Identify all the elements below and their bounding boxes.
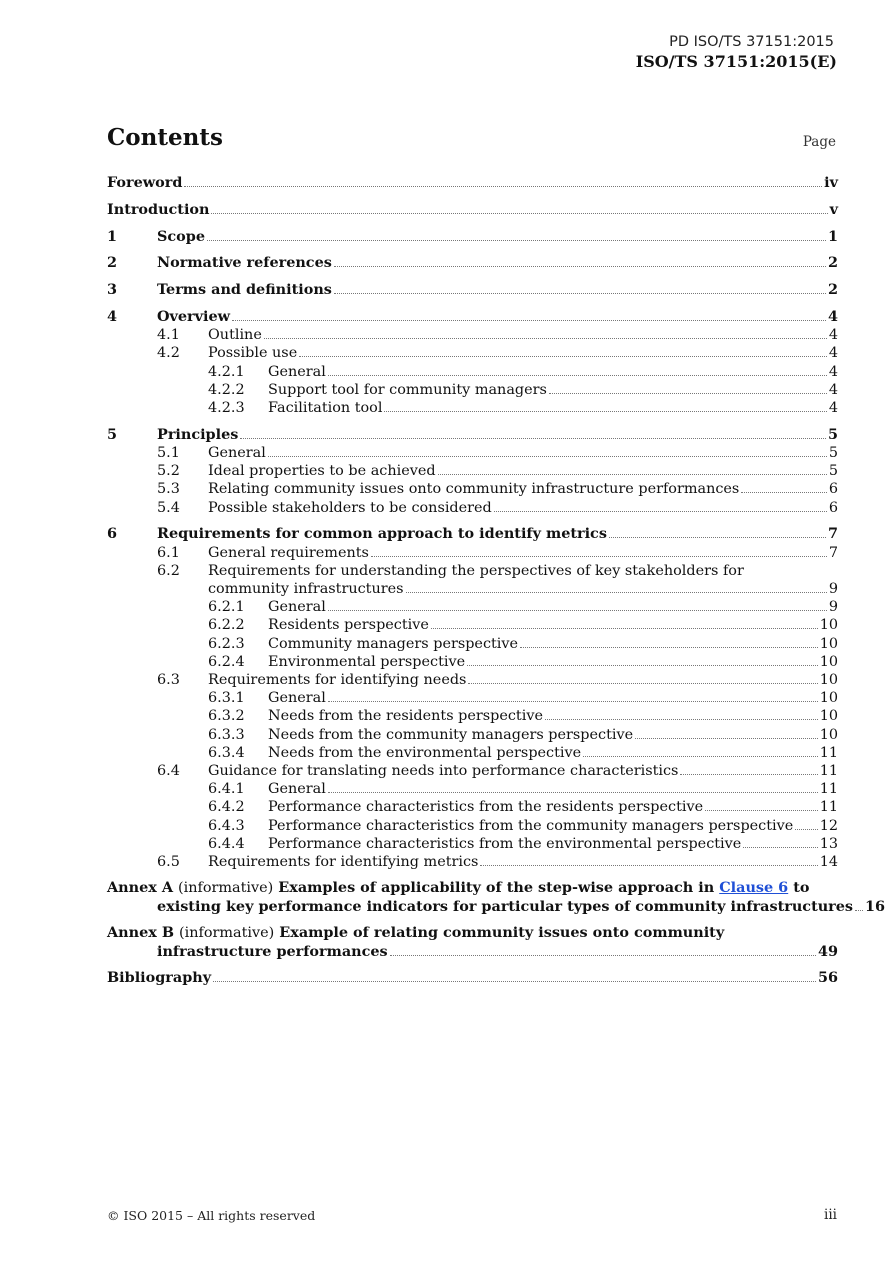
toc-entry-number: 6.1 bbox=[157, 544, 180, 561]
toc-entry[interactable] bbox=[107, 399, 838, 417]
toc-entry-title: General bbox=[268, 690, 326, 707]
toc-entry-title: General requirements bbox=[208, 544, 369, 561]
dot-leader bbox=[264, 337, 827, 339]
dot-leader bbox=[390, 954, 816, 956]
toc-entry-number: 6.3.2 bbox=[208, 708, 245, 725]
toc-entry-page: 11 bbox=[819, 781, 838, 798]
toc-entry-number: 6.3 bbox=[157, 672, 180, 689]
toc-entry-title: Introduction bbox=[107, 200, 210, 218]
toc-entry-title: Requirements for identifying metrics bbox=[208, 854, 479, 871]
toc-entry-number: 5.1 bbox=[157, 445, 180, 461]
toc-entry-page: 1 bbox=[827, 227, 838, 245]
annex-a-label: Annex A bbox=[107, 879, 174, 897]
dot-leader bbox=[240, 437, 826, 439]
toc-entry-title: Performance characteristics from the environmental perspective bbox=[268, 835, 742, 852]
toc-entry-page: 10 bbox=[819, 653, 838, 670]
toc-entry-number: 5 bbox=[107, 425, 118, 443]
toc-entry-number: 6.2 bbox=[157, 562, 180, 579]
toc-entry-title: Requirements for identifying needs bbox=[208, 672, 467, 689]
toc-entry-page: 11 bbox=[819, 799, 838, 816]
toc-entry[interactable] bbox=[107, 201, 838, 219]
toc-entry-page: 9 bbox=[828, 599, 838, 616]
toc-entry-page: 9 bbox=[828, 581, 838, 598]
toc-annex-b[interactable] bbox=[107, 924, 838, 961]
toc-entry[interactable] bbox=[107, 499, 838, 517]
toc-entry[interactable] bbox=[107, 835, 838, 853]
annex-b-page: 49 bbox=[817, 942, 838, 960]
toc-entry[interactable] bbox=[107, 363, 838, 381]
toc-entry-page: 10 bbox=[819, 708, 838, 725]
dot-leader bbox=[328, 791, 818, 793]
toc-entry-page: 10 bbox=[819, 690, 838, 707]
toc-entry[interactable] bbox=[107, 462, 838, 480]
toc-entry-page: 6 bbox=[828, 499, 838, 516]
toc-entry-page: v bbox=[829, 200, 838, 218]
toc-entry[interactable] bbox=[107, 544, 838, 562]
dot-leader bbox=[520, 646, 818, 648]
toc-entry[interactable] bbox=[107, 444, 838, 462]
toc-entry-title: Community managers perspective bbox=[268, 635, 519, 652]
toc-entry-number: 6.4.3 bbox=[208, 817, 245, 834]
dot-leader bbox=[268, 455, 827, 457]
toc-entry-page: 10 bbox=[819, 617, 838, 634]
dot-leader bbox=[705, 809, 818, 811]
toc-entry-title: General bbox=[208, 445, 266, 461]
toc-entry-number: 6.4.4 bbox=[208, 835, 245, 852]
annex-a-title-to: to bbox=[793, 879, 810, 897]
toc-entry[interactable] bbox=[107, 726, 838, 744]
toc-entry-title-continued: community infrastructures bbox=[208, 581, 404, 598]
toc-entry-page: 4 bbox=[828, 327, 838, 344]
toc-entry[interactable] bbox=[107, 344, 838, 362]
toc-entry-title: Guidance for translating needs into performance characteristics bbox=[208, 763, 679, 780]
toc-entry-page: 11 bbox=[819, 763, 838, 780]
toc-entry-number: 6.4 bbox=[157, 763, 180, 780]
toc-entry-title: Needs from the residents perspective bbox=[268, 708, 543, 725]
toc-entry[interactable] bbox=[107, 744, 838, 762]
toc-entry-number: 1 bbox=[107, 227, 118, 245]
toc-entry-title: Facilitation tool bbox=[268, 400, 383, 416]
toc-entry[interactable] bbox=[107, 671, 838, 689]
dot-leader bbox=[371, 555, 827, 557]
toc-entry-page: 13 bbox=[819, 835, 838, 852]
dot-leader bbox=[431, 627, 818, 629]
toc-entry[interactable] bbox=[107, 689, 838, 707]
toc-entry[interactable] bbox=[107, 381, 838, 399]
toc-entry-title: Performance characteristics from the residents perspective bbox=[268, 799, 704, 816]
toc-entry-page: iv bbox=[824, 174, 838, 191]
toc-entry-number: 4.1 bbox=[157, 327, 180, 344]
header-document-id: PD ISO/TS 37151:2015 bbox=[669, 34, 834, 50]
toc-entry-number: 5.3 bbox=[157, 481, 180, 498]
toc-entry-number: 5.2 bbox=[157, 463, 180, 480]
toc-entry[interactable] bbox=[107, 616, 838, 634]
annex-a-informative: (informative) bbox=[178, 880, 274, 897]
annex-b-title-line2: infrastructure performances bbox=[157, 942, 388, 960]
toc-entry-title: Residents perspective bbox=[268, 617, 429, 634]
toc-entry[interactable] bbox=[107, 635, 838, 653]
toc-entry-page: 7 bbox=[827, 525, 838, 543]
toc-entry-number: 3 bbox=[107, 281, 118, 299]
toc-entry-title: Needs from the environmental perspective bbox=[268, 744, 582, 761]
toc-entry-title: Terms and definitions bbox=[157, 281, 332, 299]
dot-leader bbox=[467, 664, 818, 666]
toc-entry-page: 10 bbox=[819, 672, 838, 689]
dot-leader bbox=[334, 265, 826, 267]
toc-entry[interactable] bbox=[107, 817, 838, 835]
dot-leader bbox=[211, 212, 827, 214]
toc-entry[interactable] bbox=[107, 598, 838, 616]
header-standard-id: ISO/TS 37151:2015(E) bbox=[635, 52, 837, 71]
toc-entry[interactable] bbox=[107, 525, 838, 543]
toc-entry-number: 4 bbox=[107, 307, 118, 325]
annex-a-page: 16 bbox=[865, 897, 886, 915]
toc-entry-page: 5 bbox=[828, 463, 838, 480]
bibliography-page: 56 bbox=[817, 969, 838, 987]
toc-entry-number: 4.2.3 bbox=[208, 400, 245, 416]
toc-entry-page: 10 bbox=[819, 635, 838, 652]
annex-a-title-start: Examples of applicability of the step-wise approach in bbox=[278, 879, 715, 897]
dot-leader bbox=[184, 185, 822, 187]
toc-entry-title: Normative references bbox=[157, 254, 332, 272]
footer-copyright: © ISO 2015 – All rights reserved bbox=[107, 1208, 316, 1223]
toc-entry-page: 2 bbox=[827, 254, 838, 272]
toc-entry[interactable] bbox=[107, 480, 838, 498]
dot-leader bbox=[328, 700, 818, 702]
toc-entry-page: 2 bbox=[827, 281, 838, 299]
toc-entry-title: General bbox=[268, 781, 326, 798]
toc-entry-title: Overview bbox=[157, 307, 231, 325]
toc-entry-page: 11 bbox=[819, 744, 838, 761]
toc-entry-number: 4.2.2 bbox=[208, 381, 245, 398]
toc-entry-title: Principles bbox=[157, 425, 239, 443]
toc-entry-number: 5.4 bbox=[157, 499, 180, 516]
toc-entry-title: Requirements for common approach to identify metrics bbox=[157, 525, 607, 543]
toc-entry-page: 14 bbox=[819, 854, 838, 871]
dot-leader bbox=[635, 737, 818, 739]
dot-leader bbox=[583, 755, 818, 757]
toc-entry[interactable] bbox=[107, 308, 838, 326]
toc-entry[interactable] bbox=[107, 326, 838, 344]
toc-entry-number: 6.5 bbox=[157, 854, 180, 871]
toc-entry-page: 12 bbox=[819, 817, 838, 834]
toc-entry-title: Relating community issues onto community infrastructure performances bbox=[208, 481, 740, 498]
toc-entry-title: Ideal properties to be achieved bbox=[208, 463, 436, 480]
toc-entry-title: General bbox=[268, 599, 326, 616]
dot-leader bbox=[480, 864, 817, 866]
dot-leader bbox=[213, 980, 816, 982]
toc-entry-number: 6.3.4 bbox=[208, 744, 245, 761]
toc-entry-title: Foreword bbox=[107, 174, 183, 191]
toc-entries bbox=[107, 174, 838, 871]
dot-leader bbox=[328, 609, 827, 611]
annex-a-title-line2: existing key performance indicators for particular types of community infrastructures bbox=[157, 897, 854, 915]
toc-entry-title: Possible use bbox=[208, 345, 298, 362]
toc-entry-page: 5 bbox=[828, 445, 838, 461]
toc-entry-page: 7 bbox=[828, 544, 838, 561]
toc-entry-number: 6.4.2 bbox=[208, 799, 245, 816]
dot-leader bbox=[741, 491, 827, 493]
dot-leader bbox=[680, 773, 817, 775]
dot-leader bbox=[609, 536, 826, 538]
dot-leader bbox=[545, 718, 818, 720]
dot-leader bbox=[795, 828, 817, 830]
annex-b-informative: (informative) bbox=[179, 925, 275, 942]
footer-page-number: iii bbox=[824, 1207, 837, 1223]
toc-entry[interactable] bbox=[107, 707, 838, 725]
toc-entry[interactable] bbox=[107, 254, 838, 272]
toc-entry[interactable] bbox=[107, 281, 838, 299]
toc-entry-page: 4 bbox=[828, 400, 838, 416]
toc-entry[interactable] bbox=[107, 762, 838, 780]
toc-entry[interactable] bbox=[107, 562, 838, 598]
dot-leader bbox=[743, 846, 817, 848]
toc-entry-title: General bbox=[268, 363, 326, 380]
toc-entry[interactable] bbox=[107, 653, 838, 671]
dot-leader bbox=[384, 410, 826, 412]
annex-b-title-line1: Example of relating community issues onto community bbox=[279, 924, 725, 942]
toc-entry-title: Performance characteristics from the community managers perspective bbox=[268, 817, 794, 834]
toc-entry-number: 4.2 bbox=[157, 345, 180, 362]
annex-b-label: Annex B bbox=[107, 924, 174, 942]
toc-entry-page: 4 bbox=[828, 345, 838, 362]
toc-entry-page: 6 bbox=[828, 481, 838, 498]
toc-entry-title: Possible stakeholders to be considered bbox=[208, 499, 492, 516]
toc-entry-number: 2 bbox=[107, 254, 118, 272]
dot-leader bbox=[207, 239, 826, 241]
dot-leader bbox=[299, 355, 827, 357]
toc-entry[interactable] bbox=[107, 174, 838, 192]
page-column-label: Page bbox=[802, 134, 836, 150]
dot-leader bbox=[468, 682, 817, 684]
dot-leader bbox=[328, 374, 827, 376]
toc-entry[interactable] bbox=[107, 853, 838, 871]
toc-entry[interactable] bbox=[107, 228, 838, 246]
toc-entry-number: 6.2.3 bbox=[208, 635, 245, 652]
dot-leader bbox=[549, 392, 827, 394]
dot-leader bbox=[406, 591, 827, 593]
toc-entry-title: Support tool for community managers bbox=[268, 381, 547, 398]
clause-6-link[interactable]: Clause 6 bbox=[719, 879, 789, 897]
toc-entry-page: 5 bbox=[827, 425, 838, 443]
toc-entry-page: 10 bbox=[819, 726, 838, 743]
toc-entry-number: 4.2.1 bbox=[208, 363, 245, 380]
toc-entry-title: Environmental perspective bbox=[268, 653, 466, 670]
toc-entry[interactable] bbox=[107, 426, 838, 444]
toc-entry-page: 4 bbox=[828, 363, 838, 380]
toc-annex-a[interactable] bbox=[107, 879, 886, 916]
toc-entry-title: Needs from the community managers perspective bbox=[268, 726, 634, 743]
toc-entry-number: 6 bbox=[107, 525, 118, 543]
toc-entry-title: Scope bbox=[157, 227, 205, 245]
table-of-contents bbox=[107, 174, 886, 987]
toc-bibliography[interactable] bbox=[107, 969, 838, 987]
dot-leader bbox=[334, 292, 826, 294]
toc-entry-title: Requirements for understanding the perspectives of key stakeholders for bbox=[208, 562, 744, 579]
toc-entry-number: 6.2.4 bbox=[208, 653, 245, 670]
toc-entry-number: 6.3.3 bbox=[208, 726, 245, 743]
dot-leader bbox=[494, 510, 827, 512]
toc-entry-number: 6.4.1 bbox=[208, 781, 245, 798]
toc-entry-number: 6.2.2 bbox=[208, 617, 245, 634]
toc-entry-number: 6.3.1 bbox=[208, 690, 245, 707]
toc-entry[interactable] bbox=[107, 798, 838, 816]
toc-entry-page: 4 bbox=[828, 381, 838, 398]
toc-entry[interactable] bbox=[107, 780, 838, 798]
dot-leader bbox=[438, 473, 827, 475]
toc-entry-title: Outline bbox=[208, 327, 262, 344]
dot-leader bbox=[232, 319, 826, 321]
dot-leader bbox=[855, 909, 863, 911]
bibliography-title: Bibliography bbox=[107, 969, 212, 987]
page-title: Contents bbox=[107, 124, 223, 151]
toc-entry-page: 4 bbox=[827, 307, 838, 325]
toc-entry-number: 6.2.1 bbox=[208, 599, 245, 616]
